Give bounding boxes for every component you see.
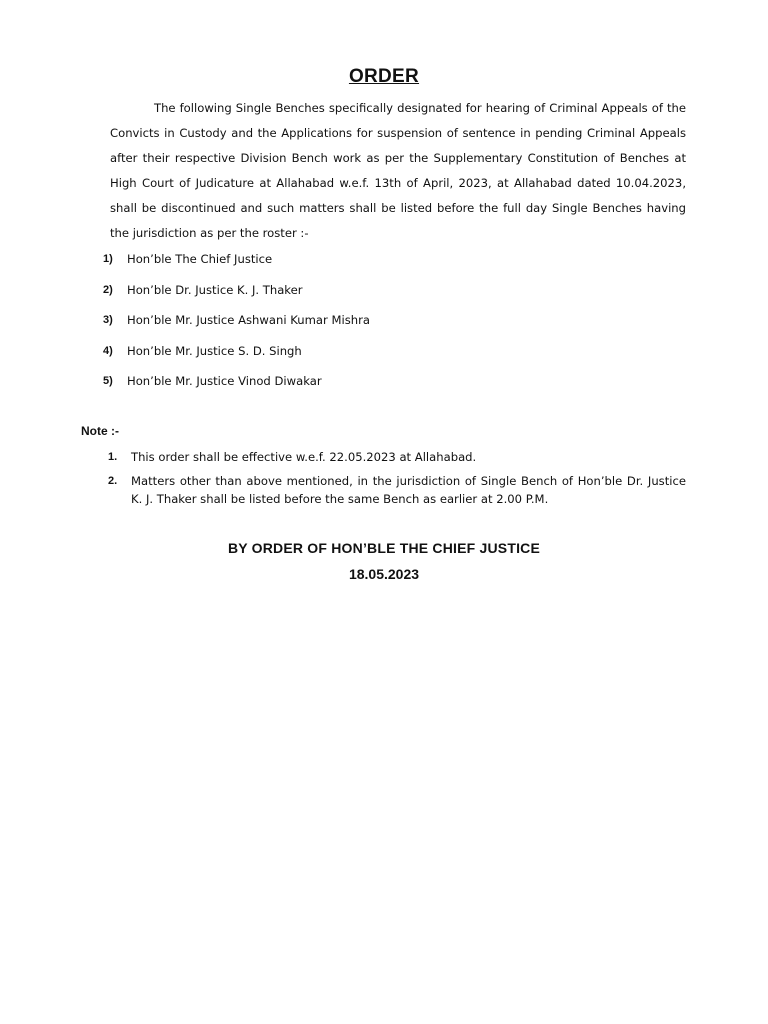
order-by-line: BY ORDER OF HON’BLE THE CHIEF JUSTICE: [227, 540, 541, 556]
note-number: 2.: [108, 475, 118, 487]
note-text: This order shall be effective w.e.f. 22.05.2023 at Allahabad.: [131, 450, 477, 464]
bench-number: 5): [103, 375, 113, 388]
bench-list: [103, 250, 370, 403]
bench-list-item: [103, 281, 370, 312]
bench-name: Hon’ble Dr. Justice K. J. Thaker: [127, 282, 303, 297]
order-date: 18.05.2023: [348, 566, 420, 582]
bench-list-item: [103, 311, 370, 342]
intro-paragraph: The following Single Benches specifically designated for hearing of Criminal Appeals of the Convicts in Custody and the Applications for suspension of sentence in pending Criminal Appeals after their respective Division Bench work as per the Supplementary Constitution of Benches at High Court of Judicature at Allahabad w.e.f. 13th of April, 2023, at Allahabad dated 10.04.2023, shall be discontinued and such matters shall be listed before the full day Single Benches having the jurisdiction as per the roster :-: [110, 101, 686, 240]
bench-name: Hon’ble Mr. Justice Ashwani Kumar Mishra: [127, 313, 370, 328]
bench-name: Hon’ble Mr. Justice Vinod Diwakar: [127, 374, 322, 389]
note-list-item: [108, 448, 686, 466]
note-text: Matters other than above mentioned, in the jurisdiction of Single Bench of Hon’ble Dr. Justice K. J. Thaker shall be listed before the same Bench as earlier at 2.00 P.M.: [131, 474, 686, 506]
bench-list-item: [103, 342, 370, 373]
bench-number: 3): [103, 314, 113, 327]
bench-number: 2): [103, 283, 113, 296]
bench-list-item: [103, 372, 370, 403]
note-heading: Note :-: [81, 424, 119, 438]
note-number: 1.: [108, 451, 118, 463]
note-list-item: [108, 472, 686, 508]
bench-name: Hon’ble Mr. Justice S. D. Singh: [127, 343, 302, 358]
bench-number: 1): [103, 253, 113, 265]
order-title: ORDER: [348, 66, 420, 87]
bench-name: Hon’ble The Chief Justice: [127, 252, 273, 266]
note-list: [108, 448, 686, 514]
bench-list-item: [103, 250, 370, 281]
bench-number: 4): [103, 344, 113, 357]
